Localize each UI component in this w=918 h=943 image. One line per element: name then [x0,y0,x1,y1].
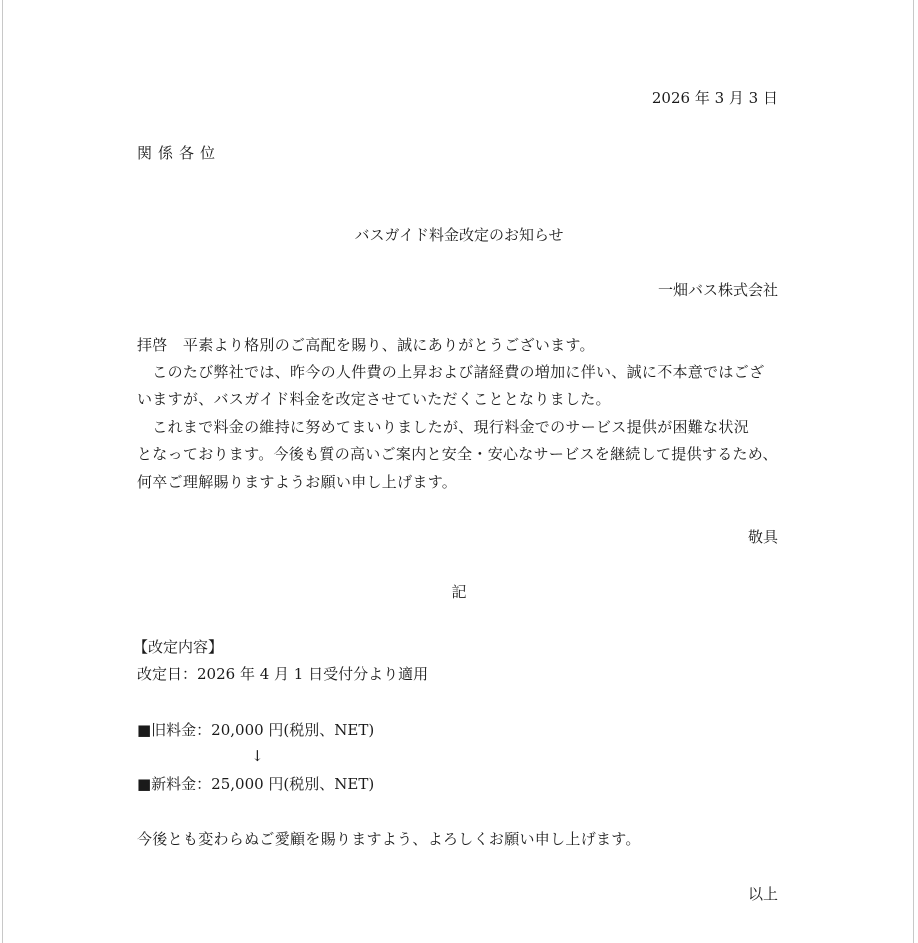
body-line-6: 何卒ご理解賜りますようお願い申し上げます。 [137,473,458,491]
old-fee: ■旧料金：20,000 円(税別、NET) [137,721,375,739]
effective-date: 改定日：2026 年 4 月 1 日受付分より適用 [137,665,429,683]
revision-heading: 【改定内容】 [133,638,224,656]
body-line-1: 拝啓 平素より格別のご高配を賜り、誠にありがとうございます。 [137,336,595,354]
arrow-down-icon: ↓ [251,747,264,765]
document-page [2,0,914,943]
closing-keigu: 敬具 [747,528,778,546]
body-line-4: これまで料金の維持に努めてまいりましたが、現行料金でのサービス提供が困難な状況 [137,418,750,436]
letter-title: バスガイド料金改定のお知らせ [354,226,564,244]
body-line-3: いますが、バスガイド料金を改定させていただくこととなりました。 [137,390,611,408]
new-fee: ■新料金：25,000 円(税別、NET) [137,775,375,793]
addressee: 関係各位 [137,144,222,162]
end-mark: 以上 [747,885,778,903]
letter-date: 2026 年 3 月 3 日 [651,89,778,107]
body-line-2: このたび弊社では、昨今の人件費の上昇および諸経費の増加に伴い、誠に不本意ではござ [137,363,765,381]
ki-mark: 記 [451,583,467,601]
final-request: 今後とも変わらぬご愛顧を賜りますよう、よろしくお願い申し上げます。 [137,830,641,848]
body-line-5: となっております。今後も質の高いご案内と安全・安心なサービスを継続して提供するため、 [137,445,778,463]
sender-name: 一畑バス株式会社 [657,281,778,299]
